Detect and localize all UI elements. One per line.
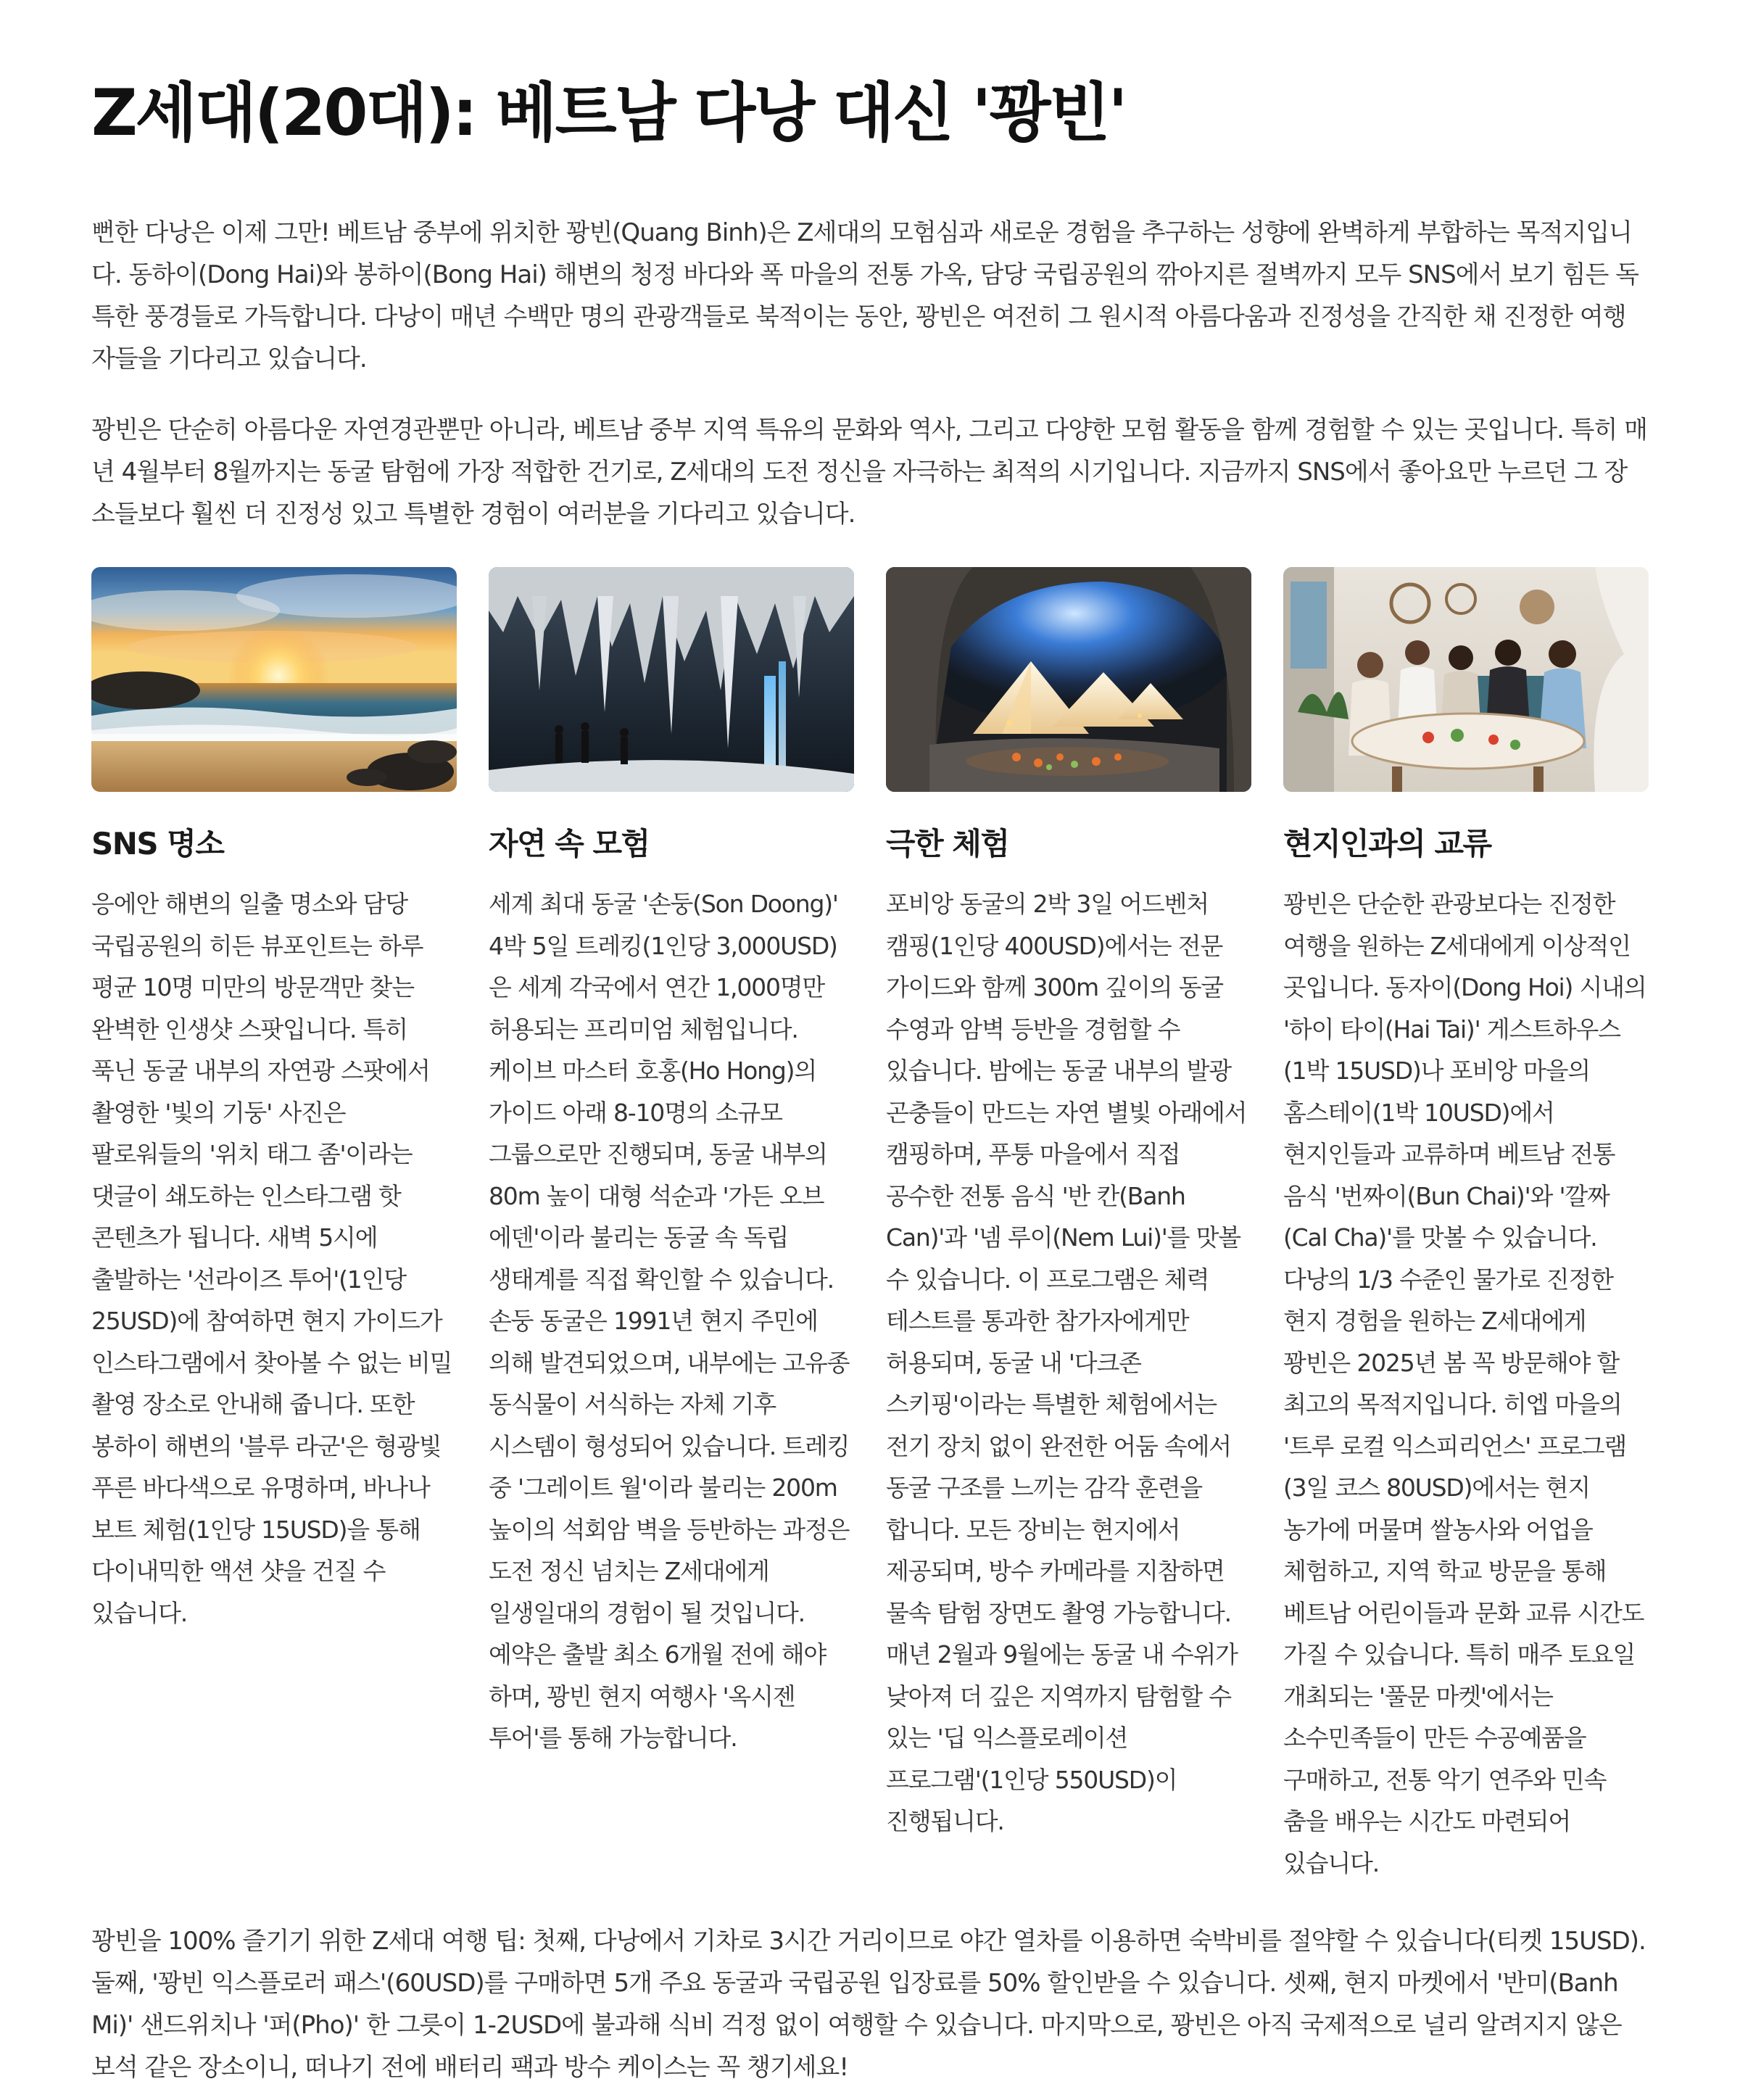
travel-tips-paragraph: 꽝빈을 100% 즐기기 위한 Z세대 여행 팁: 첫째, 다낭에서 기차로 3시간 거리이므로 야간 열차를 이용하면 숙박비를 절약할 수 있습니다(티켓 15USD). 둘째, '꽝빈 익스플로러 패스'(60USD)를 구매하면 5개 주요 동굴과 국립공원 입장료를 50% 할인받을 수 있습니다. 셋째, 현지 마켓에서 '반미(Banh Mi)' 샌드위치나 '퍼(Pho)' 한 그릇이 1-2USD에 불과해 식비 걱정 없이 여행할 수 있습니다. 마지막으로, 꽝빈은 아직 국제적으로 널리 알려지지 않은 보석 같은 장소이니, 떠나기 전에 배터리 팩과 방수 케이스는 꼭 챙기세요!	[91, 1927, 1646, 2082]
card-body: 세계 최대 동굴 '손둥(Son Doong)' 4박 5일 트레킹(1인당 3,000USD)은 세계 각국에서 연간 1,000명만 허용되는 프리미엄 체험입니다. 케이브 마스터 호홍(Ho Hong)의 가이드 아래 8-10명의 소규모 그룹으로만 진행되며, 동굴 내부의 80m 높이 대형 석순과 '가든 오브 에덴'이라 불리는 동굴 속 독립 생태계를 직접 확인할 수 있습니다. 손둥 동굴은 1991년 현지 주민에 의해 발견되었으며, 내부에는 고유종 동식물이 서식하는 자체 기후 시스템이 형성되어 있습니다. 트레킹 중 '그레이트 월'이라 불리는 200m 높이의 석회암 벽을 등반하는 과정은 도전 정신 넘치는 Z세대에게 일생일대의 경험이 될 것입니다. 예약은 출발 최소 6개월 전에 해야 하며, 꽝빈 현지 여행사 '옥시젠 투어'를 통해 가능합니다.	[489, 890, 850, 1752]
card-title: SNS 명소	[91, 826, 224, 861]
local-family-meal-photo	[1283, 567, 1649, 792]
intro-paragraph-1: 뻔한 다낭은 이제 그만! 베트남 중부에 위치한 꽝빈(Quang Binh)은 Z세대의 모험심과 새로운 경험을 추구하는 성향에 완벽하게 부합하는 목적지입니다. 동하이(Dong Hai)와 봉하이(Bong Hai) 해변의 청정 바다와 폭 마을의 전통 가옥, 담당 국립공원의 깎아지른 절벽까지 모두 SNS에서 보기 힘든 독특한 풍경들로 가득합니다. 다낭이 매년 수백만 명의 관광객들로 북적이는 동안, 꽝빈은 여전히 그 원시적 아름다움과 진정성을 간직한 채 진정한 여행자들을 기다리고 있습니다.	[91, 218, 1638, 373]
card-body: 응에안 해변의 일출 명소와 담당 국립공원의 히든 뷰포인트는 하루 평균 10명 미만의 방문객만 찾는 완벽한 인생샷 스팟입니다. 특히 푹닌 동굴 내부의 자연광 스팟에서 촬영한 '빛의 기둥' 사진은 팔로워들의 '위치 태그 좀'이라는 댓글이 쇄도하는 인스타그램 핫 콘텐츠가 됩니다. 새벽 5시에 출발하는 '선라이즈 투어'(1인당 25USD)에 참여하면 현지 가이드가 인스타그램에서 찾아볼 수 없는 비밀 촬영 장소로 안내해 줍니다. 또한 봉하이 해변의 '블루 라군'은 형광빛 푸른 바다색으로 유명하며, 바나나 보트 체험(1인당 15USD)을 통해 다이내믹한 액션 샷을 건질 수 있습니다.	[91, 890, 452, 1627]
feature-card-locals	[1283, 567, 1649, 1884]
feature-card-sns	[91, 567, 457, 1884]
page-title: Z세대(20대): 베트남 다낭 대신 '꽝빈'	[91, 75, 1126, 150]
cave-stalactites-photo	[489, 567, 854, 792]
beach-sunrise-photo	[91, 567, 457, 792]
card-title: 자연 속 모험	[489, 826, 650, 861]
card-body: 포비앙 동굴의 2박 3일 어드벤처 캠핑(1인당 400USD)에서는 전문 가이드와 함께 300m 깊이의 동굴 수영과 암벽 등반을 경험할 수 있습니다. 밤에는 동굴 내부의 발광 곤충들이 만드는 자연 별빛 아래에서 캠핑하며, 푸퉁 마을에서 직접 공수한 전통 음식 '반 칸(Banh Can)'과 '넴 루이(Nem Lui)'를 맛볼 수 있습니다. 이 프로그램은 체력 테스트를 통과한 참가자에게만 허용되며, 동굴 내 '다크존 스키핑'이라는 특별한 체험에서는 전기 장치 없이 완전한 어둠 속에서 동굴 구조를 느끼는 감각 훈련을 합니다. 모든 장비는 현지에서 제공되며, 방수 카메라를 지참하면 물속 탐험 장면도 촬영 가능합니다. 매년 2월과 9월에는 동굴 내 수위가 낮아져 더 깊은 지역까지 탐험할 수 있는 '딥 익스플로레이션 프로그램'(1인당 550USD)이 진행됩니다.	[886, 890, 1247, 1835]
feature-card-extreme	[886, 567, 1251, 1884]
card-title: 현지인과의 교류	[1283, 826, 1491, 861]
outro-section	[91, 1920, 1649, 2088]
feature-cards	[91, 567, 1649, 1884]
feature-card-adventure	[489, 567, 854, 1884]
intro-paragraph-2: 꽝빈은 단순히 아름다운 자연경관뿐만 아니라, 베트남 중부 지역 특유의 문화와 역사, 그리고 다양한 모험 활동을 함께 경험할 수 있는 곳입니다. 특히 매년 4월부터 8월까지는 동굴 탐험에 가장 적합한 건기로, Z세대의 도전 정신을 자극하는 최적의 시기입니다. 지금까지 SNS에서 좋아요만 누르던 그 장소들보다 훨씬 더 진정성 있고 특별한 경험이 여러분을 기다리고 있습니다.	[91, 416, 1648, 529]
intro-section	[91, 212, 1649, 535]
card-title: 극한 체험	[886, 826, 1009, 861]
cave-camping-photo	[886, 567, 1251, 792]
card-body: 꽝빈은 단순한 관광보다는 진정한 여행을 원하는 Z세대에게 이상적인 곳입니다. 동자이(Dong Hoi) 시내의 '하이 타이(Hai Tai)' 게스트하우스(1박 15USD)나 포비앙 마을의 홈스테이(1박 10USD)에서 현지인들과 교류하며 베트남 전통 음식 '번짜이(Bun Chai)'와 '깔짜(Cal Cha)'를 맛볼 수 있습니다. 다낭의 1/3 수준인 물가로 진정한 현지 경험을 원하는 Z세대에게 꽝빈은 2025년 봄 꼭 방문해야 할 최고의 목적지입니다. 히엡 마을의 '트루 로컬 익스피리언스' 프로그램(3일 코스 80USD)에서는 현지 농가에 머물며 쌀농사와 어업을 체험하고, 지역 학교 방문을 통해 베트남 어린이들과 문화 교류 시간도 가질 수 있습니다. 특히 매주 토요일 개최되는 '풀문 마켓'에서는 소수민족들이 만든 수공예품을 구매하고, 전통 악기 연주와 민속 춤을 배우는 시간도 마련되어 있습니다.	[1283, 890, 1646, 1877]
